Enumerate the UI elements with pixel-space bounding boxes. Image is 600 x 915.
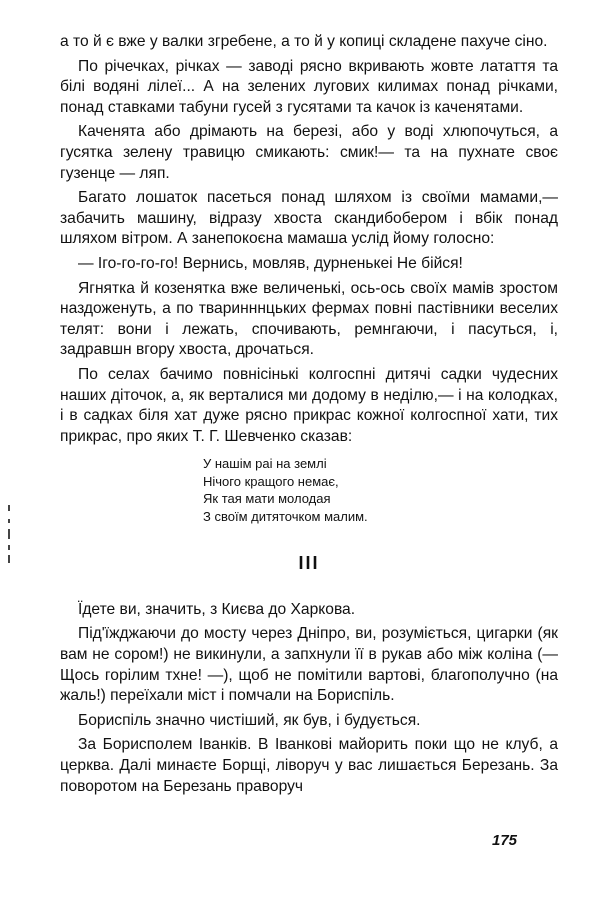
paragraph: Багато лошаток пасеться понад шляхом із своїми мамами,— забачить машину, відразу хвоста скандибобером і вбік понад шляхом вітром. А занепокоєна мамаша услід йому голосно: <box>60 189 558 248</box>
margin-marks <box>8 505 11 565</box>
poem-line: У нашім раі на землі <box>203 456 327 472</box>
paragraph: За Бориспoлем Іванків. В Іванкові майорить поки що не клуб, а церква. Далі минаєте Борщі, ліворуч у вас лишається Березань. За поворотом на Березань праворуч <box>60 736 558 795</box>
body-text <box>60 32 558 801</box>
paragraph: а то й є вже у валки згребене, а то й у копиці складене пахуче сіно. <box>60 33 548 50</box>
paragraph: Бориспіль значно чистіший, як був, і будується. <box>78 711 421 729</box>
poem-line: З своїм дитяточком малим. <box>203 508 368 524</box>
poem-line: Нічого кращого немає, <box>203 473 339 489</box>
page-number: 175 <box>492 832 518 849</box>
paragraph: Їдете ви, значить, з Києва до Харкова. <box>78 600 356 618</box>
paragraph: Під'їжджаючи до мосту через Дніпро, ви, розуміється, цигарки (як вам не сором!) не викинули, а запхнули її в рукав або між коліна (— Щось горілим тхне! —), щоб не помітили вартові, благополучно (на жаль!) переїхали міст і помчали на Бориспіль. <box>60 625 558 705</box>
paragraph: По селах бачимо повнісінькі колгоспні дитячі садки чудесних наших діточок, а, як верталися ми додому в неділю,— і на колодках, і в садках біля хат дуже рясно прикрас кожної колгоспної хати, тих прикрас, про яких Т. Г. Шевченко сказав: <box>60 365 558 445</box>
section-heading: III <box>298 553 320 574</box>
paragraphs-after-heading <box>60 600 558 797</box>
paragraph: — Іго-го-го-го! Вернись, мовляв, дурненькеі Не бійся! <box>78 254 463 272</box>
paragraph: По річечках, річках — заводі рясно вкривають жовте латаття та білі водяні лілеї... А на зелених лугових килимах понад річками, понад ставками табуни гусей з гусятами та качок із каченятами. <box>60 57 558 116</box>
paragraphs-before-poem <box>60 32 558 447</box>
paragraph: Ягнятка й козенятка вже величенькі, ось-ось своїх мамів зростом наздоженуть, а по тваринннцьких фермах повні пастівники веселих телят: вони і лежать, спочивають, ремнгаючи, і пасуться, і, задравшн вгору хвоста, дрочаться. <box>60 279 558 359</box>
poem-line: Як тая мати молодая <box>203 491 331 507</box>
paragraph: Каченята або дрімають на березі, або у воді хлюпочуться, а гусятка зелену травицю смикають: смик!— та на пухнате своє гузенце — ляп. <box>60 123 558 182</box>
poem-quote <box>203 455 558 525</box>
